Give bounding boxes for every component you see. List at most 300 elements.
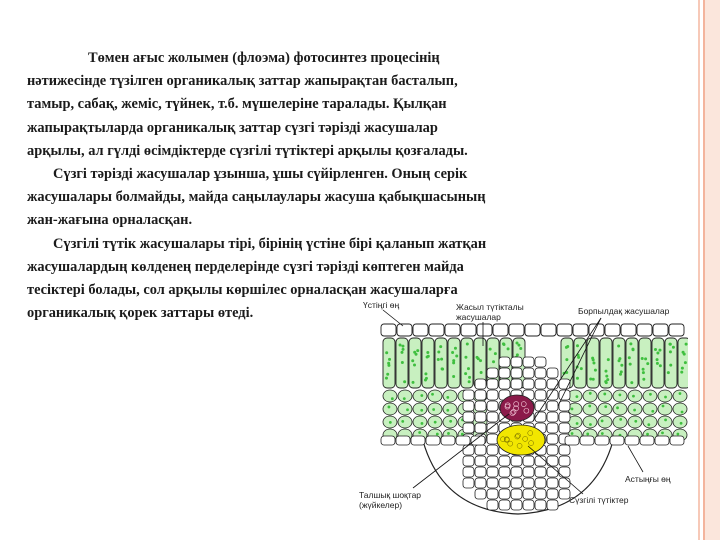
lower-epidermis-cell (580, 436, 594, 445)
chloroplast (424, 372, 427, 375)
chloroplast (479, 359, 482, 362)
midrib-cell (559, 467, 570, 477)
midrib-cell (463, 467, 474, 477)
chloroplast (664, 418, 667, 421)
chloroplast (418, 431, 421, 434)
lower-epidermis-cell (456, 436, 470, 445)
chloroplast (601, 432, 604, 435)
midrib-cell (523, 379, 534, 389)
upper-epidermis-cell (509, 324, 524, 336)
upper-epidermis-cell (573, 324, 588, 336)
chloroplast (589, 423, 592, 426)
chloroplast (641, 357, 644, 360)
midrib-cell (499, 379, 510, 389)
midrib-cell (499, 467, 510, 477)
chloroplast (449, 420, 452, 423)
midrib-cell (475, 390, 486, 400)
upper-epidermis-cell (493, 324, 508, 336)
upper-epidermis-cell (605, 324, 620, 336)
chloroplast (565, 358, 568, 361)
chloroplast (607, 358, 610, 361)
chloroplast (618, 359, 621, 362)
chloroplast (451, 351, 454, 354)
midrib-cell (499, 456, 510, 466)
midrib-cell (523, 489, 534, 499)
midrib-cell (523, 368, 534, 378)
chloroplast (642, 368, 645, 371)
chloroplast (401, 361, 404, 364)
chloroplast (620, 364, 623, 367)
chloroplast (679, 392, 682, 395)
spongy-cell (613, 403, 627, 415)
midrib-cell (559, 478, 570, 488)
midrib-cell (535, 500, 546, 510)
label-lower-skin: Астыңғы өң (625, 474, 671, 484)
midrib-cell (559, 390, 570, 400)
chloroplast (681, 411, 684, 414)
chloroplast (476, 356, 479, 359)
midrib-cell (499, 489, 510, 499)
chloroplast (420, 409, 423, 412)
palisade-cell (626, 338, 638, 388)
lower-epidermis-cell (640, 436, 654, 445)
chloroplast (669, 343, 672, 346)
label-sieve-tubes: Сүзгілі түтіктер (569, 495, 629, 505)
midrib-cell (463, 478, 474, 488)
midrib-cell (511, 478, 522, 488)
text-line: жасушалары болмайды, майда саңылаулары жасуша қабықшасының (27, 189, 486, 206)
spongy-cell (443, 390, 457, 402)
midrib-cell (559, 445, 570, 455)
upper-epidermis-cell (589, 324, 604, 336)
midrib-cell (487, 434, 498, 444)
chloroplast (651, 410, 654, 413)
midrib-cell (475, 412, 486, 422)
chloroplast (446, 396, 449, 399)
chloroplast (629, 363, 632, 366)
midrib-cell (547, 478, 558, 488)
spongy-cell (628, 390, 642, 402)
chloroplast (619, 418, 622, 421)
midrib-cell (547, 401, 558, 411)
chloroplast (634, 420, 637, 423)
chloroplast (661, 431, 664, 434)
chloroplast (466, 342, 469, 345)
chloroplast (680, 422, 683, 425)
upper-epidermis-cell (477, 324, 492, 336)
chloroplast (642, 371, 645, 374)
midrib-cell (547, 412, 558, 422)
chloroplast (388, 406, 391, 409)
text-line: жан-жағына орналасқан. (27, 212, 193, 229)
chloroplast (399, 344, 402, 347)
chloroplast (452, 375, 455, 378)
chloroplast (601, 419, 604, 422)
upper-epidermis-cell (429, 324, 444, 336)
spongy-cell (413, 390, 427, 402)
midrib-cell (463, 423, 474, 433)
chloroplast (434, 421, 437, 424)
spongy-cell (598, 390, 612, 402)
midrib-cell (487, 445, 498, 455)
upper-epidermis-cell (669, 324, 684, 336)
upper-epidermis-cell (621, 324, 636, 336)
chloroplast (659, 364, 662, 367)
chloroplast (385, 377, 388, 380)
midrib-cell (487, 412, 498, 422)
chloroplast (401, 420, 404, 423)
chloroplast (618, 393, 621, 396)
leaf-diagram (343, 296, 688, 520)
spongy-cell (398, 416, 412, 428)
midrib-cell (547, 445, 558, 455)
midrib-cell (475, 456, 486, 466)
lower-epidermis-cell (426, 436, 440, 445)
spongy-cell (413, 403, 427, 415)
chloroplast (586, 433, 589, 436)
text-line: тесіктері болады, сол арқылы көршілес орналасқан жасушаларға (27, 282, 458, 299)
chloroplast (576, 422, 579, 425)
chloroplast (406, 408, 409, 411)
chloroplast (647, 423, 650, 426)
midrib-cell (499, 368, 510, 378)
lower-epidermis-cell (441, 436, 455, 445)
chloroplast (454, 347, 457, 350)
chloroplast (516, 353, 519, 356)
chloroplast (439, 345, 442, 348)
chloroplast (468, 380, 471, 383)
midrib-cell (523, 478, 534, 488)
chloroplast (441, 367, 444, 370)
spongy-cell (443, 403, 457, 415)
spongy-cell (383, 403, 397, 415)
text-line: жасушалардың көлденең перделерінде сүзгі тәрізді көптеген майда (27, 258, 464, 275)
chloroplast (606, 378, 609, 381)
chloroplast (413, 351, 416, 354)
chloroplast (603, 393, 606, 396)
chloroplast (684, 361, 687, 364)
midrib-cell (487, 456, 498, 466)
upper-epidermis-cell (541, 324, 556, 336)
chloroplast (446, 409, 449, 412)
chloroplast (385, 351, 388, 354)
chloroplast (420, 394, 423, 397)
chloroplast (401, 345, 404, 348)
midrib-cell (559, 401, 570, 411)
chloroplast (575, 395, 578, 398)
chloroplast (571, 408, 574, 411)
chloroplast (416, 349, 419, 352)
spongy-cell (583, 416, 597, 428)
upper-epidermis-cell (653, 324, 668, 336)
midrib-cell (523, 500, 534, 510)
chloroplast (589, 377, 592, 380)
lower-epidermis-cell (610, 436, 624, 445)
chloroplast (413, 364, 416, 367)
midrib-cell (475, 401, 486, 411)
chloroplast (604, 370, 607, 373)
chloroplast (502, 342, 505, 345)
midrib-cell (559, 423, 570, 433)
upper-epidermis-cell (557, 324, 572, 336)
midrib-cell (535, 478, 546, 488)
chloroplast (669, 350, 672, 353)
lower-epidermis-cell (595, 436, 609, 445)
palisade-cell (574, 338, 586, 388)
lower-epidermis-cell (565, 436, 579, 445)
chloroplast (620, 370, 623, 373)
text-line: Сүзгі тәрізді жасушалар ұзынша, ұшы сүйірленген. Оның серік (53, 166, 468, 183)
chloroplast (605, 381, 608, 384)
chloroplast (494, 352, 497, 355)
midrib-cell (499, 500, 510, 510)
chloroplast (669, 364, 672, 367)
midrib-cell (487, 379, 498, 389)
chloroplast (515, 342, 518, 345)
palisade-cell (422, 338, 434, 388)
upper-epidermis-cell (461, 324, 476, 336)
upper-epidermis-cell (637, 324, 652, 336)
chloroplast (682, 351, 685, 354)
spongy-cell (643, 416, 657, 428)
lower-epidermis-cell (655, 436, 669, 445)
chloroplast (656, 352, 659, 355)
chloroplast (588, 405, 591, 408)
chloroplast (386, 373, 389, 376)
midrib-cell (487, 423, 498, 433)
spongy-cell (583, 390, 597, 402)
chloroplast (421, 422, 424, 425)
chloroplast (455, 354, 458, 357)
midrib-cell (547, 379, 558, 389)
chloroplast (432, 408, 435, 411)
chloroplast (519, 347, 522, 350)
chloroplast (629, 342, 632, 345)
spongy-cell (398, 390, 412, 402)
midrib-cell (463, 390, 474, 400)
label-upper-skin: Үстіңгі өң (363, 300, 400, 310)
text-line: арқылы, ал гүлді өсімдіктерде сүзгілі түтіктері арқылы қозғалады. (27, 142, 468, 159)
spongy-cell (643, 403, 657, 415)
chloroplast (649, 393, 652, 396)
midrib-cell (487, 467, 498, 477)
midrib-cell (487, 500, 498, 510)
chloroplast (680, 371, 683, 374)
spongy-cell (673, 416, 687, 428)
label-vessels: Жасыл түтікталы жасушалар (456, 302, 524, 322)
midrib-cell (487, 401, 498, 411)
chloroplast (400, 351, 403, 354)
spongy-cell (598, 416, 612, 428)
chloroplast (676, 433, 679, 436)
midrib-cell (535, 357, 546, 367)
midrib-cell (499, 357, 510, 367)
text-line: органикалық қорек заттары өтеді. (27, 305, 254, 322)
chloroplast (656, 362, 659, 365)
chloroplast (658, 349, 661, 352)
palisade-cell (461, 338, 473, 388)
chloroplast (565, 346, 568, 349)
text-line: тамыр, сабақ, жеміс, түйнек, т.б. мүшелеріне таралады. Қылқан (27, 96, 447, 113)
chloroplast (605, 375, 608, 378)
chloroplast (616, 406, 619, 409)
chloroplast (589, 392, 592, 395)
chloroplast (389, 421, 392, 424)
spongy-cell (383, 390, 397, 402)
spongy-cell (673, 403, 687, 415)
chloroplast (644, 357, 647, 360)
midrib-cell (547, 434, 558, 444)
chloroplast (580, 367, 583, 370)
spongy-cell (413, 416, 427, 428)
chloroplast (576, 344, 579, 347)
chloroplast (402, 348, 405, 351)
chloroplast (632, 348, 635, 351)
midrib-cell (535, 412, 546, 422)
chloroplast (630, 381, 633, 384)
midrib-cell (547, 467, 558, 477)
chloroplast (664, 396, 667, 399)
leaf-cross-section-figure (343, 296, 688, 520)
label-palisade: Борпылдақ жасушалар (578, 306, 670, 316)
chloroplast (467, 367, 470, 370)
chloroplast (480, 371, 483, 374)
spongy-cell (673, 390, 687, 402)
chloroplast (425, 377, 428, 380)
midrib-cell (511, 379, 522, 389)
midrib-cell (547, 423, 558, 433)
upper-epidermis-cell (413, 324, 428, 336)
midrib-cell (535, 467, 546, 477)
lower-epidermis-cell (381, 436, 395, 445)
midrib-cell (559, 412, 570, 422)
chloroplast (656, 358, 659, 361)
chloroplast (440, 358, 443, 361)
chloroplast (412, 381, 415, 384)
midrib-cell (511, 467, 522, 477)
lower-epidermis-cell (471, 436, 485, 445)
spongy-cell (643, 390, 657, 402)
midrib-cell (535, 456, 546, 466)
chloroplast (592, 361, 595, 364)
chloroplast (633, 409, 636, 412)
midrib-cell (475, 445, 486, 455)
midrib-cell (547, 489, 558, 499)
body-text (27, 47, 627, 325)
chloroplast (672, 346, 675, 349)
chloroplast (571, 432, 574, 435)
chloroplast (617, 345, 620, 348)
midrib-cell (475, 379, 486, 389)
midrib-cell (475, 467, 486, 477)
midrib-cell (463, 445, 474, 455)
midrib-cell (487, 368, 498, 378)
spongy-cell (428, 390, 442, 402)
spongy-cell (658, 403, 672, 415)
chloroplast (464, 356, 467, 359)
chloroplast (403, 397, 406, 400)
midrib-cell (511, 368, 522, 378)
chloroplast (452, 359, 455, 362)
chloroplast (646, 362, 649, 365)
chloroplast (403, 380, 406, 383)
upper-epidermis-cell (397, 324, 412, 336)
midrib-cell (559, 456, 570, 466)
chloroplast (436, 433, 439, 436)
chloroplast (654, 348, 657, 351)
lower-epidermis-cell (670, 436, 684, 445)
text-line: Төмен ағыс жолымен (флоэма) фотосинтез процесінің (88, 50, 440, 66)
chloroplast (632, 395, 635, 398)
label-fibers: Талшық шоқтар (жүйкелер) (359, 490, 422, 510)
chloroplast (592, 358, 595, 361)
midrib-cell (511, 357, 522, 367)
midrib-cell (475, 489, 486, 499)
midrib-cell (475, 478, 486, 488)
midrib-cell (499, 478, 510, 488)
midrib-cell (463, 412, 474, 422)
chloroplast (426, 356, 429, 359)
chloroplast (628, 356, 631, 359)
text-line: нәтижесінде түзілген органикалық заттар жапырақтан басталып, (27, 73, 458, 90)
midrib-cell (487, 489, 498, 499)
midrib-cell (523, 467, 534, 477)
lower-epidermis-cell (625, 436, 639, 445)
chloroplast (437, 358, 440, 361)
midrib-cell (535, 368, 546, 378)
midrib-cell (487, 390, 498, 400)
spongy-cell (658, 416, 672, 428)
upper-epidermis-cell (381, 324, 396, 336)
chloroplast (426, 351, 429, 354)
midrib-cell (547, 500, 558, 510)
chloroplast (642, 378, 645, 381)
midrib-cell (523, 357, 534, 367)
midrib-cell (535, 489, 546, 499)
chloroplast (685, 343, 688, 346)
chloroplast (447, 432, 450, 435)
text-line: жапырақтыларда органикалық заттар сүзгі тәрізді жасушалар (27, 119, 438, 136)
palisade-cell (639, 338, 651, 388)
chloroplast (411, 359, 414, 362)
chloroplast (507, 347, 510, 350)
chloroplast (492, 360, 495, 363)
chloroplast (667, 371, 670, 374)
chloroplast (681, 367, 684, 370)
chloroplast (464, 372, 467, 375)
midrib-cell (535, 390, 546, 400)
chloroplast (489, 348, 492, 351)
midrib-cell (511, 456, 522, 466)
midrib-cell (523, 456, 534, 466)
chloroplast (387, 362, 390, 365)
chloroplast (431, 393, 434, 396)
chloroplast (576, 377, 579, 380)
chloroplast (604, 405, 607, 408)
spongy-cell (598, 403, 612, 415)
midrib-cell (511, 489, 522, 499)
midrib-cell (463, 456, 474, 466)
chloroplast (468, 376, 471, 379)
lower-epidermis-cell (396, 436, 410, 445)
chloroplast (437, 350, 440, 353)
chloroplast (662, 405, 665, 408)
spongy-cell (613, 416, 627, 428)
midrib-cell (475, 423, 486, 433)
midrib-cell (487, 478, 498, 488)
upper-epidermis-cell (525, 324, 540, 336)
lower-epidermis-cell (411, 436, 425, 445)
